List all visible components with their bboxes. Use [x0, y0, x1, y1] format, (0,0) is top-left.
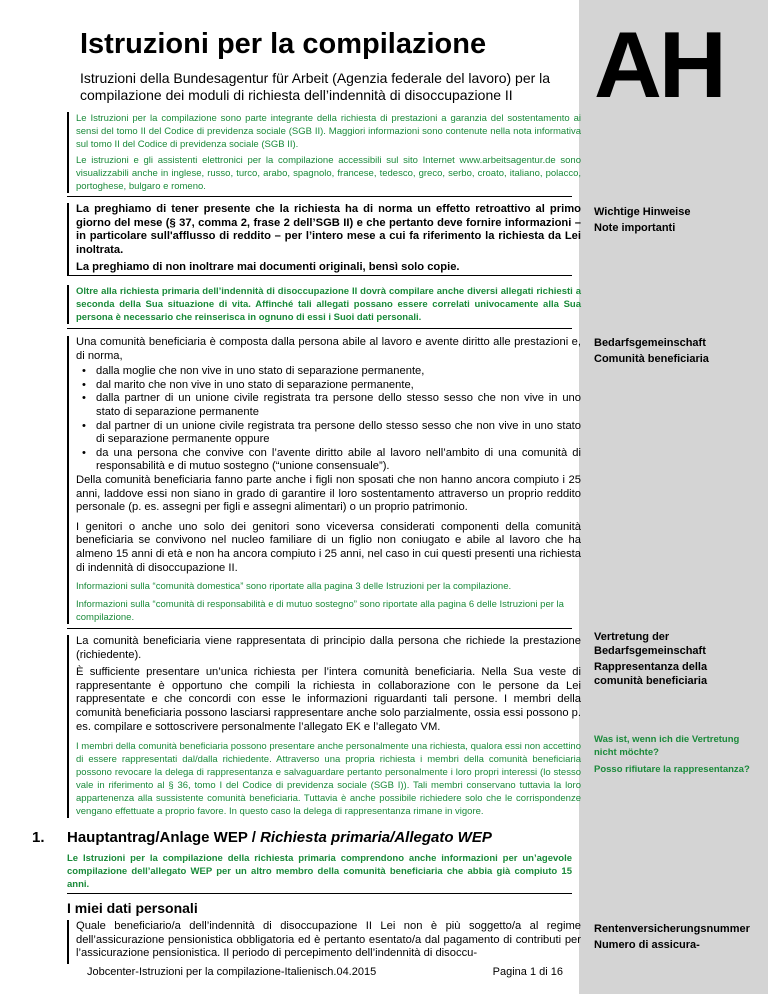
- community-info-1: Informazioni sulla “comunità domestica” sono riportate alla pagina 3 delle Istruzioni per la compilazione.: [76, 581, 512, 593]
- community-paragraph-2: Della comunità beneficiaria fanno parte anche i figli non sposati che non hanno ancora compiuto i 25 anni, laddove essi non siano in grado di garantire il loro sostentamento attraverso un proprio reddito personale (p. es. assegni per figli e assegni alimentari) o un proprio patrimonio.: [76, 473, 581, 514]
- side-label-de: Was ist, wenn ich die Vertretung nicht möchte?: [594, 734, 740, 758]
- side-label-representation: [594, 630, 754, 688]
- footer: [87, 966, 563, 978]
- personal-data-paragraph: Quale beneficiario/a dell’indennità di disoccupazione II Lei non è più soggetto/a al regime dell’assicurazione pensionistica obbligatoria ed è pertanto esentato/a dal pagamento di contributi per l’assicurazione pensionistica. Il periodo di percepimento dell’indennità di disoccu-: [76, 920, 581, 960]
- representation-paragraph-2: È sufficiente presentare un’unica richiesta per l’intera comunità beneficiaria. Nella Sua veste di rappresentante è opportuno che compili la richiesta in collaborazione con le persone da Lei rappresentate e che concordi con esse le informazioni riguardanti tali persone. I membri della comunità beneficiaria possono lasciarsi rappresentare anche solo parzialmente, ossia essi possono p. es. compilare e sottoscrivere personalmente l’allegato EK e l’allegato VM.: [76, 666, 581, 733]
- community-intro: Una comunità beneficiaria è composta dalla persona abile al lavoro e avente diritto alle prestazioni e, di norma,: [76, 336, 581, 362]
- representation-block: [67, 635, 581, 818]
- section-title-de: Hauptantrag/Anlage WEP /: [67, 829, 261, 846]
- representation-paragraph-1: La comunità beneficiaria viene rappresentata di principio dalla persona che richiede la prestazione (richiedente).: [76, 635, 581, 661]
- footer-page-number: Pagina 1 di 16: [492, 966, 563, 978]
- representation-note: I membri della comunità beneficiaria possono presentare anche personalmente una richiesta, qualora essi non accettino di essere rappresentati dal/dalla richiedente. Attraverso una propria richiesta i membri della comunità beneficiaria possono revocare la delega di rappresentanza e salvaguardare pertanto personalmente i loro propri interessi (lo stesso vale in riferimento al § 36, tomo I del Codice di previdenza sociale (SGB I)). Tali membri conservano tuttavia la loro appartenenza alla sussistente comunità beneficiaria. Tuttavia è anche possibile richiedere solo che le corrispondenze vengano effettuate a proprio favore. In questo caso la delega di rappresentanza rimane in vigore.: [76, 741, 581, 818]
- section-title: [67, 829, 492, 846]
- attachment-note-text: Oltre alla richiesta primaria dell’indennità di disoccupazione II dovrà compilare anche diversi allegati richiesti a seconda della Sua situazione di vita. Affinché tali allegati possano essere correlati univocamente alla Sua persona è necessario che reinserisca in ognuno di essi i Suoi dati personali.: [76, 286, 581, 323]
- side-label-de: Wichtige Hinweise: [594, 206, 691, 218]
- important-block: [67, 203, 581, 275]
- side-label-de: Vertretung der Bedarfsgemeinschaft: [594, 631, 706, 657]
- section-title-it: Richiesta primaria/Allegato WEP: [260, 829, 492, 846]
- form-code-badge: AH: [594, 12, 724, 117]
- list-item: • dal marito che non vive in uno stato di separazione permanente,: [76, 379, 581, 393]
- list-item: • dalla moglie che non vive in uno stato di separazione permanente,: [76, 365, 581, 379]
- community-paragraph-3: I genitori o anche uno solo dei genitori sono viceversa considerati componenti della comunità beneficiaria se convivono nel nucleo familiare di un figlio non coniugato e abile al lavoro che ha almeno 15 anni di età e non ha ancora compiuto i 25 anni, nel caso in cui questi presenti una richiesta di indennità di disoccupazione II.: [76, 520, 581, 574]
- side-label-it: Rappresentanza della comunità beneficiaria: [594, 661, 708, 687]
- attachment-note: [67, 285, 581, 324]
- divider: [67, 893, 572, 894]
- list-item: • da una persona che convive con l’avente diritto abile al lavoro nell’ambito di una comunità di responsabilità e di mutuo sostegno (“unione consensuale”).: [76, 447, 581, 474]
- side-label-de: Rentenversicherungsnummer: [594, 923, 750, 935]
- page-subtitle: Istruzioni della Bundesagentur für Arbeit (Agenzia federale del lavoro) per la compilazione dei moduli di richiesta dell’indennità di disoccupazione II: [80, 70, 551, 103]
- side-label-important: [594, 205, 754, 235]
- intro-text-2: Le istruzioni e gli assistenti elettronici per la compilazione accessibili sul sito Internet www.arbeitsagentur.de sono visualizzabili anche in inglese, russo, turco, arabo, spagnolo, francese, tedesco, greco, serbo, croato, italiano, polacco, portoghese, bulgaro e romeno.: [76, 155, 581, 192]
- side-label-de: Bedarfsgemeinschaft: [594, 337, 706, 349]
- personal-data-block: [67, 920, 581, 964]
- list-item: • dal partner di un unione civile registrata tra persone dello stesso sesso che non vive in uno stato di separazione permanente oppure: [76, 420, 581, 447]
- subsection-heading: I miei dati personali: [67, 900, 198, 916]
- section-note-text: Le Istruzioni per la compilazione della richiesta primaria comprendono anche informazioni per un’agevole compilazione dell’allegato WEP per un altro membro della comunità beneficiaria che abbia già compiuto 15 anni.: [67, 853, 572, 890]
- side-label-community: [594, 336, 754, 366]
- community-block: [67, 336, 581, 624]
- community-list: [76, 365, 581, 474]
- divider: [67, 328, 572, 329]
- section-note: [67, 852, 572, 891]
- divider: [67, 628, 572, 629]
- community-info-2: Informazioni sulla “comunità di responsabilità e di mutuo sostegno” sono riportate alla pagina 6 delle Istruzioni per la compilazione.: [76, 599, 564, 624]
- divider: [67, 275, 572, 276]
- divider: [67, 196, 572, 197]
- important-text-1: La preghiamo di tener presente che la richiesta ha di norma un effetto retroattivo al primo giorno del mese (§ 37, comma 2, frase 2 dell’SGB II) e che pertanto deve fornire informazioni – in particolare sull'afflusso di reddito – per l’intero mese a cui fa riferimento la richiesta da Lei inoltrata.: [76, 203, 581, 256]
- footer-document-id: Jobcenter-Istruzioni per la compilazione-Italienisch.04.2015: [87, 966, 377, 978]
- intro-text-1: Le Istruzioni per la compilazione sono parte integrante della richiesta di prestazioni a garanzia del sostentamento ai sensi del tomo II del Codice di previdenza sociale (SGB II). Maggiori informazioni sono contenute nella nota informativa sul tomo II del Codice di previdenza sociale (SGB II).: [76, 113, 581, 150]
- page-title: Istruzioni per la compilazione: [80, 28, 487, 60]
- side-label-it: Comunità beneficiaria: [594, 353, 709, 365]
- side-label-pension: [594, 922, 754, 952]
- side-label-it: Posso rifiutare la rappresentanza?: [594, 764, 750, 775]
- side-label-refuse: [594, 734, 754, 777]
- side-label-it: Numero di assicura-: [594, 939, 700, 951]
- side-label-it: Note importanti: [594, 222, 676, 234]
- list-item: • dalla partner di un unione civile registrata tra persone dello stesso sesso che non vive in uno stato di separazione permanente: [76, 392, 581, 419]
- important-text-2: La preghiamo di non inoltrare mai documenti originali, bensì solo copie.: [76, 261, 460, 274]
- section-number: 1.: [32, 829, 45, 846]
- margin-column: [579, 0, 768, 994]
- intro-block: [67, 112, 581, 193]
